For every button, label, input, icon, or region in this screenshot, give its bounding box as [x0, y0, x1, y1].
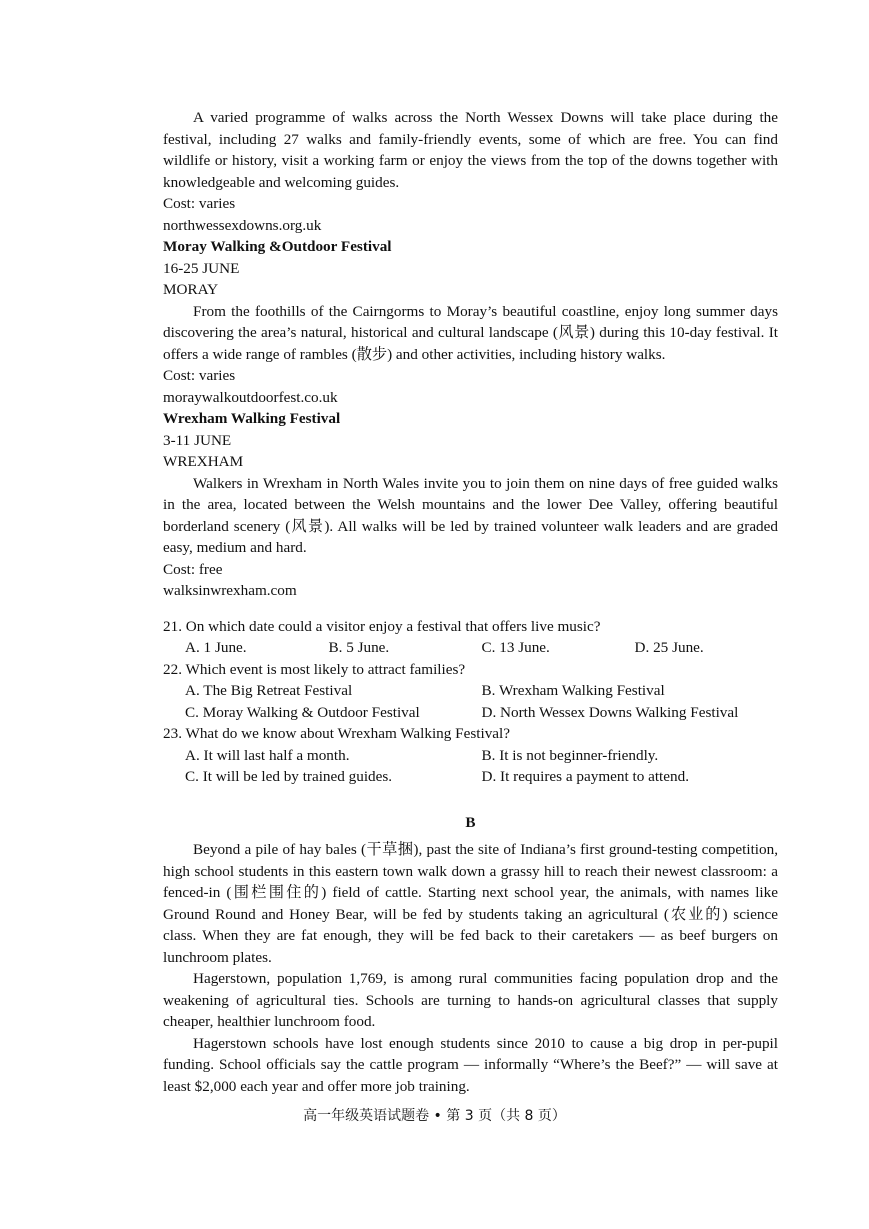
- question-22-option-d: D. North Wessex Downs Walking Festival: [481, 703, 739, 721]
- question-23-option-c: C. It will be led by trained guides.: [185, 768, 393, 785]
- question-21-option-b: B. 5 June.: [328, 639, 390, 656]
- question-22-options-row2: [185, 702, 778, 724]
- north-wessex-description: A varied programme of walks across the North Wessex Downs will take place during the festival, including 27 walks and family-friendly events, some of which are free. You can find wildlife or history, visit a working farm or enjoy the views from the top of the downs together with knowledgeable and welcoming guides.: [163, 109, 778, 191]
- question-22-option-c: C. Moray Walking & Outdoor Festival: [185, 703, 420, 721]
- wrexham-date: 3-11 JUNE: [163, 431, 232, 449]
- moray-description: From the foothills of the Cairngorms to Moray’s beautiful coastline, enjoy long summer days discovering the area’s natural, historical and cultural landscape (风景) during this 10-day festival. It offers a wide range of rambles (散步) and other activities, including history walks.: [163, 302, 778, 363]
- question-23-option-d: D. It requires a payment to attend.: [481, 768, 689, 785]
- section-b-paragraph-1: Beyond a pile of hay bales (干草捆), past the site of Indiana’s first ground-testing competition, high school students in this eastern town walk down a grassy hill to reach their newest classroom: a fenced-in (围栏围住的) field of cattle. Starting next school year, the animals, with names like Ground Round and Honey Bear, will be fed by students taking an agricultural (农业的) science class. When they are fat enough, they will be fed back to their caretakers — as beef burgers on lunchroom plates.: [163, 841, 778, 966]
- section-b-heading: B: [465, 813, 476, 831]
- question-21-option-d: D. 25 June.: [634, 639, 704, 656]
- wrexham-title: Wrexham Walking Festival: [163, 410, 341, 427]
- question-22-stem: 22. Which event is most likely to attract families?: [163, 660, 466, 678]
- wrexham-url: walksinwrexham.com: [163, 582, 297, 599]
- moray-place: MORAY: [163, 281, 219, 298]
- question-22-option-b: B. Wrexham Walking Festival: [481, 682, 665, 699]
- question-23-option-b: B. It is not beginner-friendly.: [481, 746, 659, 764]
- page-content: [163, 107, 778, 1097]
- question-21-option-c: C. 13 June.: [481, 639, 550, 656]
- moray-cost: Cost: varies: [163, 367, 236, 384]
- wrexham-place: WREXHAM: [163, 453, 244, 470]
- section-b-paragraph-2: Hagerstown, population 1,769, is among rural communities facing population drop and the weakening of agricultural ties. Schools are turning to hands-on agricultural classes that supply cheaper, healthier lunchroom food.: [163, 970, 778, 1030]
- north-wessex-url: northwessexdowns.org.uk: [163, 216, 322, 234]
- wrexham-description: Walkers in Wrexham in North Wales invite you to join them on nine days of free guided walks in the area, located between the Welsh mountains and the lower Dee Valley, offering beautiful borderland scenery (风景). All walks will be led by trained volunteer walk leaders and are graded easy, medium and hard.: [163, 474, 778, 556]
- question-list: [163, 616, 778, 788]
- north-wessex-cost: Cost: varies: [163, 195, 236, 212]
- moray-date: 16-25 JUNE: [163, 259, 240, 277]
- question-22-option-a: A. The Big Retreat Festival: [185, 682, 353, 699]
- question-21-stem: 21. On which date could a visitor enjoy a festival that offers live music?: [163, 617, 601, 635]
- question-23-options-row1: [185, 745, 778, 767]
- question-21-option-a: A. 1 June.: [185, 639, 247, 656]
- page-footer: 高一年级英语试题卷 • 第 3 页（共 8 页）: [303, 1108, 566, 1124]
- question-23-option-a: A. It will last half a month.: [185, 746, 350, 764]
- moray-url: moraywalkoutdoorfest.co.uk: [163, 388, 338, 406]
- question-23-stem: 23. What do we know about Wrexham Walking Festival?: [163, 725, 510, 742]
- question-23-options-row2: [185, 766, 778, 788]
- moray-title: Moray Walking &Outdoor Festival: [163, 238, 392, 255]
- question-22-options-row1: [185, 680, 778, 702]
- section-b-paragraph-3: Hagerstown schools have lost enough students since 2010 to cause a big drop in per-pupil funding. School officials say the cattle program — informally “Where’s the Beef?” — will save at least $2,000 each year and offer more job training.: [163, 1034, 778, 1095]
- wrexham-cost: Cost: free: [163, 560, 223, 578]
- question-21-options: [185, 637, 778, 659]
